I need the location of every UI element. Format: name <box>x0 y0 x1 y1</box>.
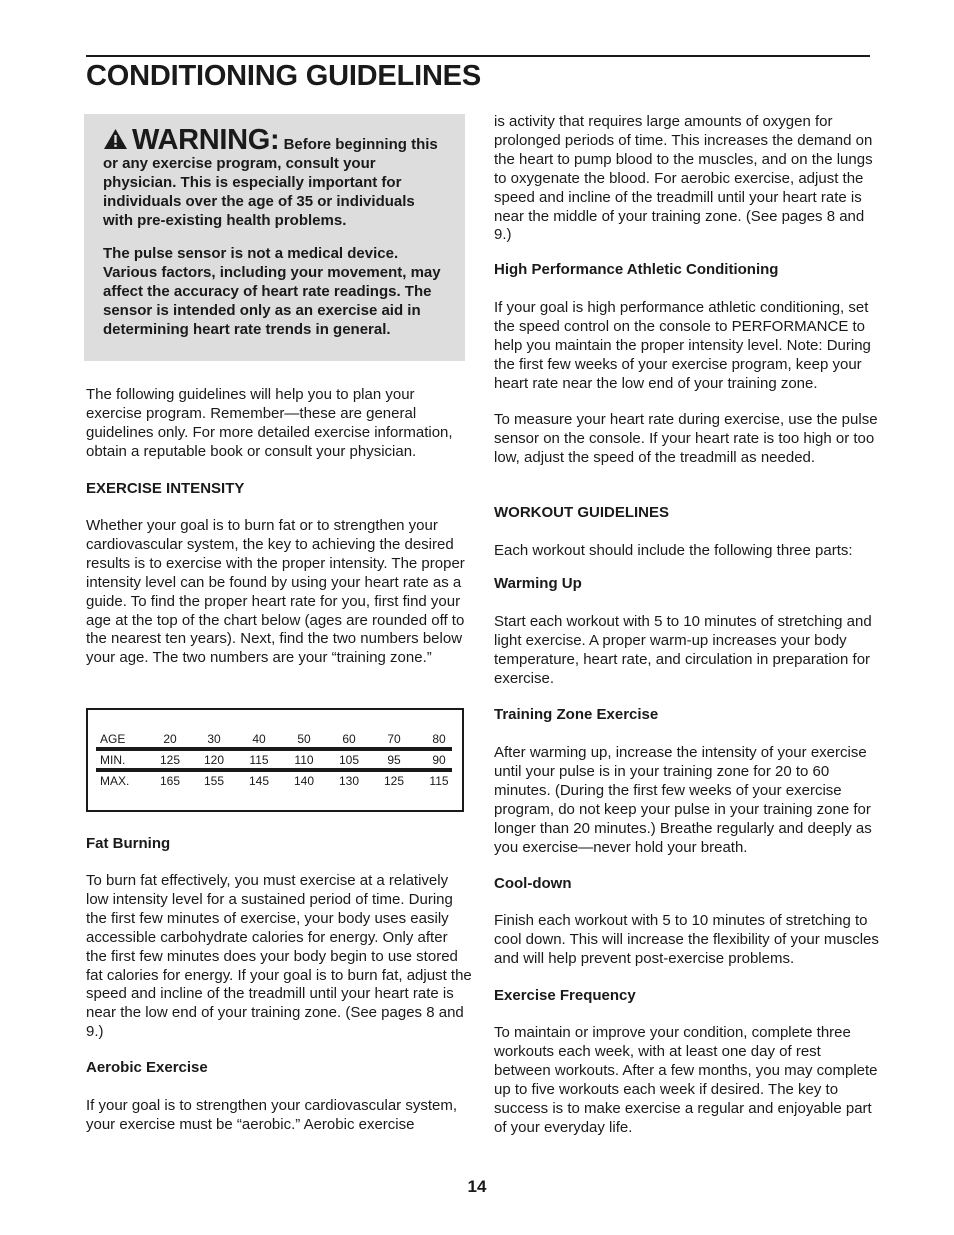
cell-max-70: 125 <box>383 774 405 788</box>
cell-age-40: 40 <box>252 732 266 746</box>
cool-down-paragraph: Finish each workout with 5 to 10 minutes of stretching to cool down. This will increase the flexibility of your muscles and will help prevent post-exercise problems. <box>494 912 879 967</box>
header-rule <box>86 55 870 57</box>
row-label-min: MIN. <box>100 753 126 767</box>
cell-age-80: 80 <box>432 732 446 746</box>
cell-max-30: 155 <box>203 774 225 788</box>
training-zone-heading: Training Zone Exercise <box>494 706 659 723</box>
cell-max-20: 165 <box>159 774 181 788</box>
cell-min-70: 95 <box>387 753 401 767</box>
exercise-frequency-heading: Exercise Frequency <box>494 987 636 1004</box>
workout-guidelines-heading: WORKOUT GUIDELINES <box>494 504 669 521</box>
page-title: CONDITIONING GUIDELINES <box>86 60 481 92</box>
warning-paragraph-1 <box>103 124 447 230</box>
cell-min-60: 105 <box>338 753 360 767</box>
fat-burning-heading: Fat Burning <box>86 835 171 852</box>
cell-max-80: 115 <box>429 774 449 788</box>
warning-paragraph-2: The pulse sensor is not a medical device. Various factors, including your movement, may affect the accuracy of heart rate readings. The sensor is intended only as an exercise aid in determining heart rate trends in general. <box>103 245 441 338</box>
row-label-age: AGE <box>100 732 126 746</box>
exercise-frequency-paragraph: To maintain or improve your condition, complete three workouts each week, with at least one day of rest between workouts. After a few months, you may complete up to five workouts each week if desired. The key to success is to make exercise a regular and enjoyable part of your everyday life. <box>494 1024 878 1136</box>
table-rule-2 <box>96 768 452 772</box>
fat-burning-paragraph: To burn fat effectively, you must exercise at a relatively low intensity level for a sustained period of time. During the first few minutes of exercise, your body uses easily accessible carbohydrate calories for energy. Only after the first few minutes does your body begin to use stored fat calories for energy. If your goal is to burn fat, adjust the speed and incline of the treadmill until your heart rate is near the low end of your training zone. (See pages 8 and 9.) <box>86 872 472 1041</box>
row-label-max: MAX. <box>100 774 130 788</box>
warming-up-paragraph: Start each workout with 5 to 10 minutes of stretching and light exercise. A proper warm-up increases your body temperature, heart rate, and circulation in preparation for exercise. <box>494 613 872 687</box>
cell-max-50: 140 <box>293 774 315 788</box>
cell-age-70: 70 <box>387 732 401 746</box>
workout-intro-paragraph: Each workout should include the following three parts: <box>494 542 853 559</box>
warning-box <box>84 114 465 361</box>
cell-min-80: 90 <box>432 753 446 767</box>
exercise-intensity-paragraph: Whether your goal is to burn fat or to strengthen your cardiovascular system, the key to achieving the desired results is to exercise with the proper intensity. The proper intensity level can be found by using your heart rate as a guide. To find the proper heart rate for you, first find your age at the top of the chart below (ages are rounded off to the nearest ten years). Next, find the two numbers below your age. The two numbers are your “training zone.” <box>86 517 465 667</box>
cell-age-60: 60 <box>342 732 356 746</box>
page-number: 14 <box>467 1177 487 1196</box>
measure-heart-rate-paragraph: To measure your heart rate during exercise, use the pulse sensor on the console. If your heart rate is too high or too low, adjust the speed of the treadmill as needed. <box>494 411 878 466</box>
cell-min-30: 120 <box>203 753 225 767</box>
cell-max-60: 130 <box>338 774 360 788</box>
cell-age-30: 30 <box>207 732 221 746</box>
cell-min-50: 110 <box>294 753 314 767</box>
high-performance-heading: High Performance Athletic Conditioning <box>494 261 779 278</box>
table-rule-1 <box>96 747 452 751</box>
cell-min-20: 125 <box>159 753 181 767</box>
training-zone-paragraph: After warming up, increase the intensity of your exercise until your pulse is in your training zone for 20 to 60 minutes. (During the first few weeks of your exercise program, do not keep your pulse in your training zone for longer than 20 minutes.) Breathe regularly and deeply as you exercise—never hold your breath. <box>494 744 872 856</box>
warming-up-heading: Warming Up <box>494 575 582 592</box>
warning-label: WARNING: <box>132 124 280 156</box>
cell-age-50: 50 <box>297 732 311 746</box>
aerobic-continued-paragraph: is activity that requires large amounts of oxygen for prolonged periods of time. This increases the demand on the heart to pump blood to the muscles, and on the lungs to oxygenate the blood. For aerobic exercise, adjust the speed and incline of the treadmill until your heart rate is near the middle of your training zone. (See pages 8 and 9.) <box>494 113 873 244</box>
intro-paragraph: The following guidelines will help you to plan your exercise program. Remember—these are general guidelines only. For more detailed exercise information, obtain a reputable book or consult your physician. <box>86 386 453 460</box>
warning-lead: Before beginning <box>283 136 407 153</box>
exercise-intensity-heading: EXERCISE INTENSITY <box>86 480 245 497</box>
warning-text-1: this or any exercise program, consult your physician. This is especially important for individuals over the age of 35 or individuals with pre-existing health problems. <box>103 136 438 229</box>
heart-rate-table <box>86 708 464 812</box>
cool-down-heading: Cool-down <box>494 875 572 892</box>
heart-rate-chart <box>88 710 462 810</box>
cell-max-40: 145 <box>248 774 270 788</box>
aerobic-heading: Aerobic Exercise <box>86 1059 208 1076</box>
high-performance-paragraph: If your goal is high performance athletic conditioning, set the speed control on the console to PERFORMANCE to help you maintain the proper intensity level. Note: During the first few weeks of your exercise program, keep your heart rate near the low end of your training zone. <box>494 299 871 392</box>
cell-min-40: 115 <box>249 753 269 767</box>
aerobic-paragraph: If your goal is to strengthen your cardiovascular system, your exercise must be “aerobic.” Aerobic exercise <box>86 1097 458 1133</box>
cell-age-20: 20 <box>163 732 177 746</box>
warning-triangle-icon <box>103 128 128 150</box>
